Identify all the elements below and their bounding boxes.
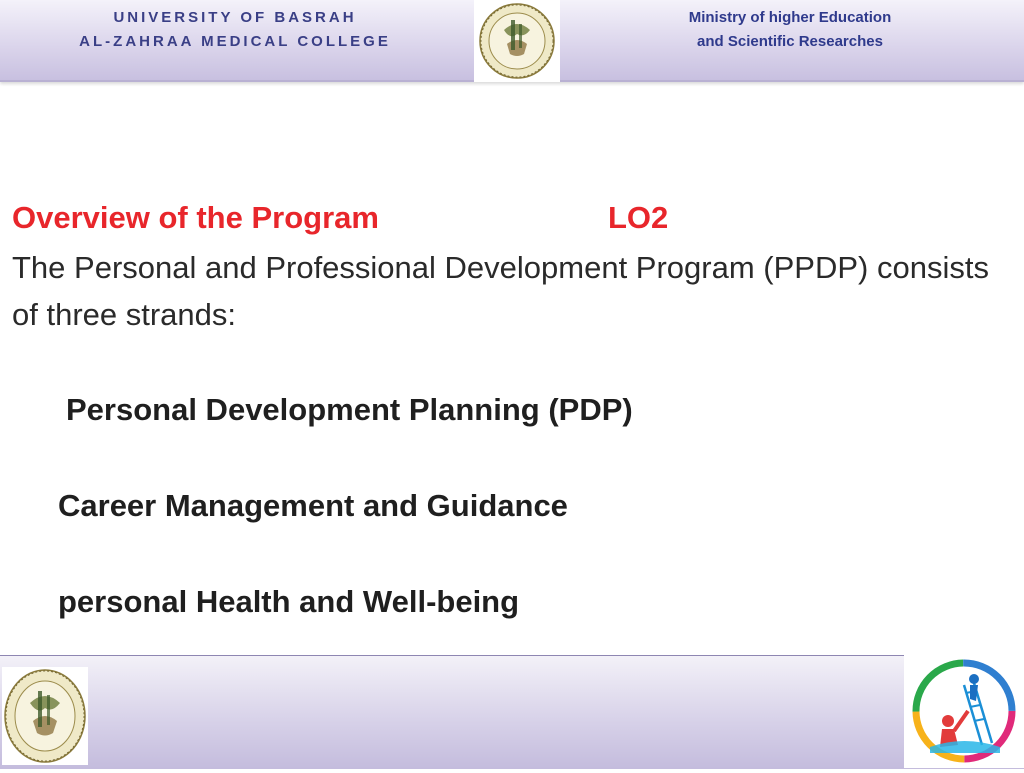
footer-banner (0, 655, 1024, 769)
ministry-line-2: and Scientific Researches (697, 33, 883, 50)
university-line-2: AL-ZAHRAA MEDICAL COLLEGE (79, 33, 391, 50)
header-logo (474, 0, 560, 82)
learning-outcome-tag: LO2 (608, 200, 669, 235)
climbing-figures-circle-icon (904, 655, 1024, 768)
college-seal-icon (2, 667, 88, 765)
university-name (0, 6, 470, 54)
strand-item-health: personal Health and Well-being (58, 584, 520, 619)
ministry-line-1: Ministry of higher Education (688, 9, 892, 26)
slide-title-row (12, 196, 1012, 240)
footer-logo (2, 667, 88, 765)
footer-right-logo (904, 655, 1024, 768)
strand-item-career: Career Management and Guidance (58, 488, 568, 523)
college-seal-icon (474, 0, 560, 82)
ministry-name (610, 6, 970, 54)
university-line-1: UNIVERSITY OF BASRAH (113, 9, 357, 26)
intro-paragraph: The Personal and Professional Development Program (PPDP) consists of three strands: (12, 250, 989, 332)
strand-item-pdp: Personal Development Planning (PDP) (66, 392, 633, 427)
slide-title: Overview of the Program (12, 200, 379, 235)
